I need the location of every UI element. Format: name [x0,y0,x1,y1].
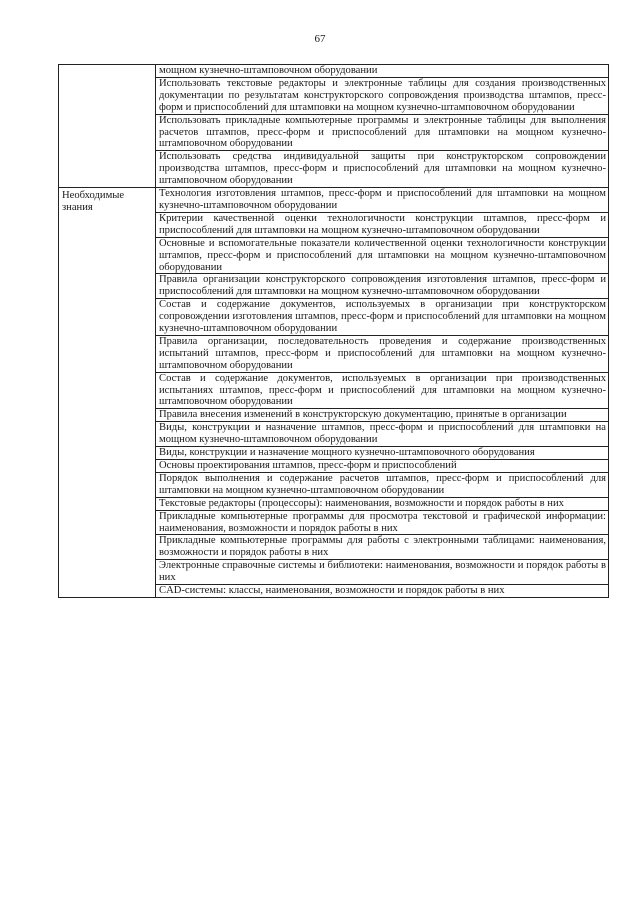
page-number: 67 [314,33,326,45]
knowledge-item: Критерии качественной оценки технологичности конструкции штампов, пресс-форм и приспособлений для штамповки на мощном кузнечно-штамповочном оборудовании [156,212,609,237]
knowledge-label: Необходимые знания [59,188,156,598]
knowledge-item: Порядок выполнения и содержание расчетов штампов, пресс-форм и приспособлений для штамповки на мощном кузнечно-штамповочном оборудовании [156,472,609,497]
knowledge-item: Состав и содержание документов, используемых в организации при конструкторском сопровождении изготовления штампов, пресс-форм и приспособлений для штамповки на мощном кузнечно-штамповочном оборудовании [156,299,609,336]
knowledge-item: Прикладные компьютерные программы для просмотра текстовой и графической информации: наименования, возможности и порядок работы в них [156,510,609,535]
knowledge-item: Прикладные компьютерные программы для работы с электронными таблицами: наименования, возможности и порядок работы в них [156,535,609,560]
skill-item: мощном кузнечно-штамповочном оборудовании [156,65,609,78]
table-row [59,65,609,78]
skills-label-cell [59,65,156,188]
knowledge-item: Основные и вспомогательные показатели количественной оценки технологичности конструкции штампов, пресс-форм и приспособлений для штамповки на мощном кузнечно-штамповочном оборудовании [156,237,609,274]
knowledge-item: Правила организации, последовательность проведения и содержание производственных испытаний штампов, пресс-форм и приспособлений для штамповки на мощном кузнечно-штамповочном оборудовании [156,335,609,372]
knowledge-item: Виды, конструкции и назначение мощного кузнечно-штамповочного оборудования [156,447,609,460]
knowledge-item: Электронные справочные системы и библиотеки: наименования, возможности и порядок работы в них [156,560,609,585]
requirements-table [58,64,609,598]
knowledge-item: Правила организации конструкторского сопровождения изготовления штампов, пресс-форм и приспособлений для штамповки на мощном кузнечно-штамповочном оборудовании [156,274,609,299]
skill-item: Использовать средства индивидуальной защиты при конструкторском сопровождении производства штампов, пресс-форм и приспособлений для штамповки на мощном кузнечно-штамповочном оборудовании [156,151,609,188]
knowledge-item: Технология изготовления штампов, пресс-форм и приспособлений для штамповки на мощном кузнечно-штамповочном оборудовании [156,188,609,213]
skill-item: Использовать прикладные компьютерные программы и электронные таблицы для выполнения расчетов штампов, пресс-форм и приспособлений для штамповки на мощном кузнечно-штамповочном оборудовании [156,114,609,151]
knowledge-item: CAD-системы: классы, наименования, возможности и порядок работы в них [156,585,609,598]
skill-item: Использовать текстовые редакторы и электронные таблицы для создания производственных документации по результатам конструкторского сопровождения производства штампов, пресс-форм и приспособлений для штамповки на мощном кузнечно-штамповочном оборудовании [156,77,609,114]
knowledge-item: Текстовые редакторы (процессоры): наименования, возможности и порядок работы в них [156,497,609,510]
knowledge-item: Основы проектирования штампов, пресс-форм и приспособлений [156,460,609,473]
table-row [59,188,609,213]
knowledge-item: Состав и содержание документов, используемых в организации при производственных испытаниях штампов, пресс-форм и приспособлений для штамповки на мощном кузнечно-штамповочном оборудовании [156,372,609,409]
knowledge-item: Правила внесения изменений в конструкторскую документацию, принятые в организации [156,409,609,422]
knowledge-item: Виды, конструкции и назначение штампов, пресс-форм и приспособлений для штамповки на мощном кузнечно-штамповочном оборудовании [156,422,609,447]
